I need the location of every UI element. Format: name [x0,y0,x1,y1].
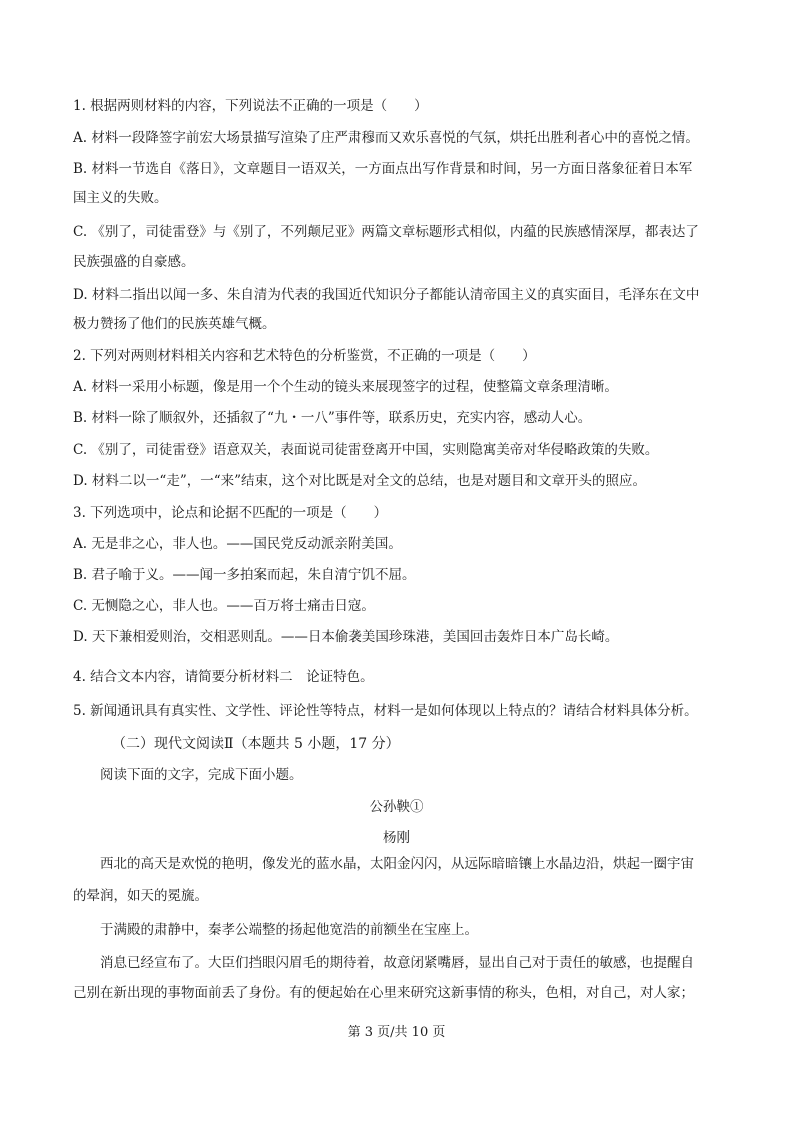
question-1-option-a: A. 材料一段降签字前宏大场景描写渲染了庄严肃穆而又欢乐喜悦的气氛，烘托出胜利者心中的喜悦之情。 [73,130,699,146]
section-instruction: 阅读下面的文字，完成下面小题。 [100,767,303,783]
question-5: 5. 新闻通讯具有真实性、文学性、评论性等特点，材料一是如何体现以上特点的？请结合材料具体分析。 [73,703,698,719]
question-2-option-c: C. 《别了，司徒雷登》语意双关，表面说司徒雷登离开中国，实则隐寓美帝对华侵略政策的失败。 [73,442,659,458]
question-1-option-b: B. 材料一节选自《落日》，文章题目一语双关，一方面点出写作背景和时间，另一方面日落象征着日本军 [73,161,693,177]
question-2-option-b: B. 材料一除了顺叙外，还插叙了“九・一八”事件等，联系历史，充实内容，感动人心。 [73,410,592,426]
question-2-option-d: D. 材料二以一“走”，一“来”结束，这个对比既是对全文的总结，也是对题目和文章开头的照应。 [73,473,647,489]
section-heading: （二）现代文阅读Ⅱ（本题共 5 小题，17 分） [112,736,400,752]
question-2-stem: 2. 下列对两则材料相关内容和艺术特色的分析鉴赏，不正确的一项是（ ） [73,348,536,364]
paragraph-1-line-1: 西北的高天是欢悦的艳明，像发光的蓝水晶，太阳金闪闪，从远际暗暗镶上水晶边沿，烘起一圈宇宙 [100,856,694,872]
question-3-option-c: C. 无恻隐之心，非人也。——百万将士痛击日寇。 [73,598,375,614]
question-1-option-d-cont: 极力赞扬了他们的民族英雄气概。 [73,316,276,332]
question-1-option-d: D. 材料二指出以闻一多、朱自清为代表的我国近代知识分子都能认清帝国主义的真实面目，毛泽东在文中 [73,287,700,303]
question-3-stem: 3. 下列选项中，论点和论据不匹配的一项是（ ） [73,505,388,521]
paragraph-3-line-1: 消息已经宣布了。大臣们挡眼闪眉毛的期待着，故意闭紧嘴唇，显出自己对于责任的敏感，也提醒自 [100,955,694,971]
question-1-option-c-cont: 民族强盛的自豪感。 [73,254,195,270]
question-4: 4. 结合文本内容，请简要分析材料二 论证特色。 [73,669,374,685]
article-title: 公孙鞅① [369,799,424,815]
question-2-option-a: A. 材料一采用小标题，像是用一个个生动的镜头来展现签字的过程，使整篇文章条理清晰。 [73,379,618,395]
paragraph-3-line-2: 己别在新出现的事物面前丢了身份。有的便起始在心里来研究这新事情的称头，色相，对自己，对人家； [73,985,694,1001]
question-1-stem: 1. 根据两则材料的内容，下列说法不正确的一项是（ ） [73,98,428,114]
question-1-option-b-cont: 国主义的失败。 [73,190,168,206]
question-1-option-c: C. 《别了，司徒雷登》与《别了，不列颠尼亚》两篇文章标题形式相似，内蕴的民族感情深厚，都表达了 [73,224,699,240]
page-number: 第 3 页/共 10 页 [347,1025,446,1040]
question-3-option-a: A. 无是非之心，非人也。——国民党反动派亲附美国。 [73,536,402,552]
question-3-option-d: D. 天下兼相爱则治，交相恶则乱。——日本偷袭美国珍珠港，美国回击轰炸日本广岛长崎。 [73,629,619,645]
paragraph-2-line-1: 于满殿的肃静中，秦孝公端整的扬起他宽浩的前额坐在宝座上。 [100,922,478,938]
article-author: 杨刚 [383,830,410,846]
question-3-option-b: B. 君子喻于义。——闻一多拍案而起，朱自清宁饥不屈。 [73,567,416,583]
paragraph-1-line-2: 的晕润，如天的冕旒。 [73,888,208,904]
